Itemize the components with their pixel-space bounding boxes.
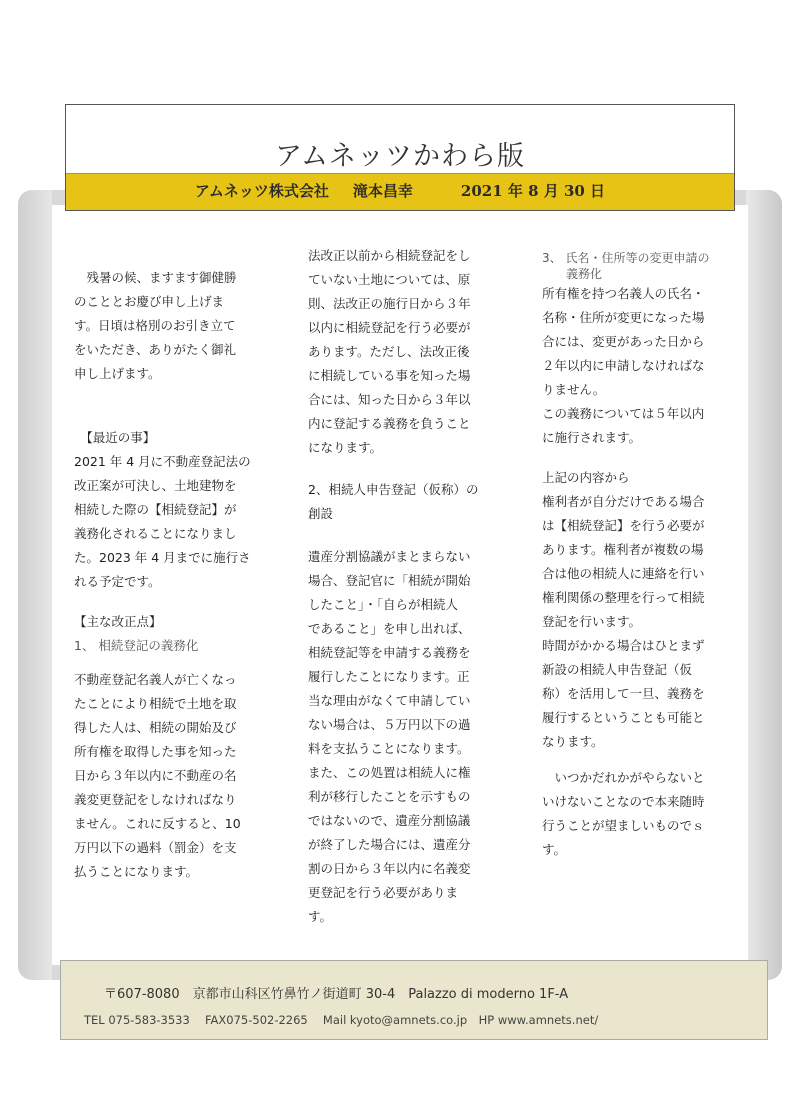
greeting-line: 申し上げます。 xyxy=(74,366,161,381)
column-1-point1 xyxy=(74,668,274,884)
cont-line: になります。 xyxy=(308,440,383,455)
issue-date: 2021 年 8 月 30 日 xyxy=(460,182,606,200)
footer-contact: TEL 075-583-3533 FAX075-502-2265 Mail kyoto@amnets.co.jp HP www.amnets.net/ xyxy=(84,1013,599,1027)
point2-line: ない場合は、５万円以下の過 xyxy=(308,717,471,732)
point2-line: 料を支払うことになります。 xyxy=(308,741,470,756)
column-1-recent xyxy=(74,426,274,594)
point2-line: が終了した場合には、遺産分 xyxy=(308,837,471,852)
point3-line: りません。 xyxy=(542,382,606,397)
column-3-point3 xyxy=(542,282,742,450)
point2-line: 場合、登記官に「相続が開始 xyxy=(308,573,471,588)
cont-line: 内に登記する義務を負うこと xyxy=(308,416,471,431)
point1-line: 所有権を取得した事を知った xyxy=(74,744,237,759)
greeting-line: す。日頃は格別のお引き立て xyxy=(74,318,236,333)
summary-line: 登記を行います。 xyxy=(542,614,642,629)
greeting-line: をいただき、ありがたく御礼 xyxy=(74,342,237,357)
closing-line: いつかだれかがやらないと xyxy=(542,770,705,785)
point2-line: 相続登記等を申請する義務を xyxy=(308,645,471,660)
recent-line: 2021 年 4 月に不動産登記法の xyxy=(74,454,251,469)
footer-address: 〒607-8080 京都市山科区竹鼻竹ノ街道町 30-4 Palazzo di moderno 1F-A xyxy=(104,987,569,1002)
cont-line: 法改正以前から相続登記をし xyxy=(308,248,471,263)
summary-line: 称）を活用して一旦、義務を xyxy=(542,686,705,701)
summary-line: 合は他の相続人に連絡を行い xyxy=(542,566,705,581)
point2-line: であること」を申し出れば、 xyxy=(308,621,471,636)
point1-line: 万円以下の過料（罰金）を支 xyxy=(74,840,237,855)
column-3-point3-heading xyxy=(542,250,742,282)
column-3-summary xyxy=(542,466,742,754)
column-2-point2-heading xyxy=(308,478,508,526)
summary-line: 上記の内容から xyxy=(542,470,630,485)
point2-line: 履行したことになります。正 xyxy=(308,669,470,684)
cont-line: 合には、知った日から３年以 xyxy=(308,392,471,407)
point1-heading: 1、 相続登記の義務化 xyxy=(74,638,199,653)
summary-line: 権利関係の整理を行って相続 xyxy=(542,590,705,605)
greeting-line: 残暑の候、ますます御健勝 xyxy=(74,270,237,285)
scroll-left-roll xyxy=(18,190,52,980)
cont-line: 則、法改正の施行日から３年 xyxy=(308,296,471,311)
summary-line: あります。権利者が複数の場 xyxy=(542,542,704,557)
point1-line: ません。これに反すると、10 xyxy=(74,816,241,831)
recent-line: 改正案が可決し、土地建物を xyxy=(74,478,237,493)
newsletter-title: アムネッツかわら版 xyxy=(274,141,526,172)
point2-heading: 2、相続人申告登記（仮称）の xyxy=(308,482,479,497)
cont-line: あります。ただし、法改正後 xyxy=(308,344,470,359)
cont-line: 以内に相続登記を行う必要が xyxy=(308,320,471,335)
point2-line: す。 xyxy=(308,909,333,924)
summary-line: なります。 xyxy=(542,734,604,749)
point1-line: 払うことになります。 xyxy=(74,864,199,879)
scroll-right-roll xyxy=(746,190,782,980)
summary-line: 新設の相続人申告登記（仮 xyxy=(542,662,693,677)
company-name: アムネッツ株式会社 xyxy=(194,182,329,200)
point1-line: 日から３年以内に不動産の名 xyxy=(74,768,237,783)
point3-line: 合には、変更があった日から xyxy=(542,334,705,349)
main-points-heading: 【主な改正点】 xyxy=(74,614,162,629)
point2-line: 割の日から３年以内に名義変 xyxy=(308,861,471,876)
point1-line: 得した人は、相続の開始及び xyxy=(74,720,237,735)
point2-line: 利が移行したことを示すもの xyxy=(308,789,471,804)
recent-line: れる予定です。 xyxy=(74,574,161,589)
point2-line: 遺産分割協議がまとまらない xyxy=(308,549,471,564)
summary-line: は【相続登記】を行う必要が xyxy=(542,518,705,533)
column-2 xyxy=(308,244,508,460)
summary-line: 履行するということも可能と xyxy=(542,710,705,725)
closing-line: す。 xyxy=(542,842,567,857)
point3-line: ２年以内に申請しなければな xyxy=(542,358,705,373)
closing-line: いけないことなので本来随時 xyxy=(542,794,705,809)
point3-line: 所有権を持つ名義人の氏名・ xyxy=(542,286,705,301)
recent-line: 義務化されることになりまし xyxy=(74,526,237,541)
author-name: 滝本昌幸 xyxy=(352,182,413,200)
point1-line: 不動産登記名義人が亡くなっ xyxy=(74,672,237,687)
summary-line: 時間がかかる場合はひとまず xyxy=(542,638,705,653)
point3-heading: 義務化 xyxy=(542,267,603,281)
point2-line: また、この処置は相続人に権 xyxy=(308,765,471,780)
column-1 xyxy=(74,266,274,386)
recent-line: 相続した際の【相続登記】が xyxy=(74,502,237,517)
summary-line: 権利者が自分だけである場合 xyxy=(542,494,705,509)
cont-line: に相続している事を知った場 xyxy=(308,368,471,383)
greeting-line: のこととお慶び申し上げま xyxy=(74,294,225,309)
point1-line: 義変更登記をしなければなり xyxy=(74,792,237,807)
point1-line: たことにより相続で土地を取 xyxy=(74,696,237,711)
point3-line: 名称・住所が変更になった場 xyxy=(542,310,705,325)
point2-line: ではないので、遺産分割協議 xyxy=(308,813,471,828)
point3-line: この義務については５年以内 xyxy=(542,406,705,421)
point3-heading: 3、 氏名・住所等の変更申請の xyxy=(542,251,710,265)
subtitle xyxy=(66,180,734,201)
column-2-point2 xyxy=(308,545,508,929)
point3-line: に施行されます。 xyxy=(542,430,642,445)
point2-line: 更登記を行う必要がありま xyxy=(308,885,459,900)
column-1-points xyxy=(74,610,274,658)
cont-line: ていない土地については、原 xyxy=(308,272,471,287)
point2-heading: 創設 xyxy=(308,506,334,521)
point2-line: したこと」・「自らが相続人 xyxy=(308,597,459,612)
recent-line: た。2023 年 4 月までに施行さ xyxy=(74,550,251,565)
column-3-closing xyxy=(542,766,742,862)
recent-heading: 【最近の事】 xyxy=(74,430,156,445)
closing-line: 行うことが望ましいものでｓ xyxy=(542,818,705,833)
point2-line: 当な理由がなくて申請してい xyxy=(308,693,471,708)
